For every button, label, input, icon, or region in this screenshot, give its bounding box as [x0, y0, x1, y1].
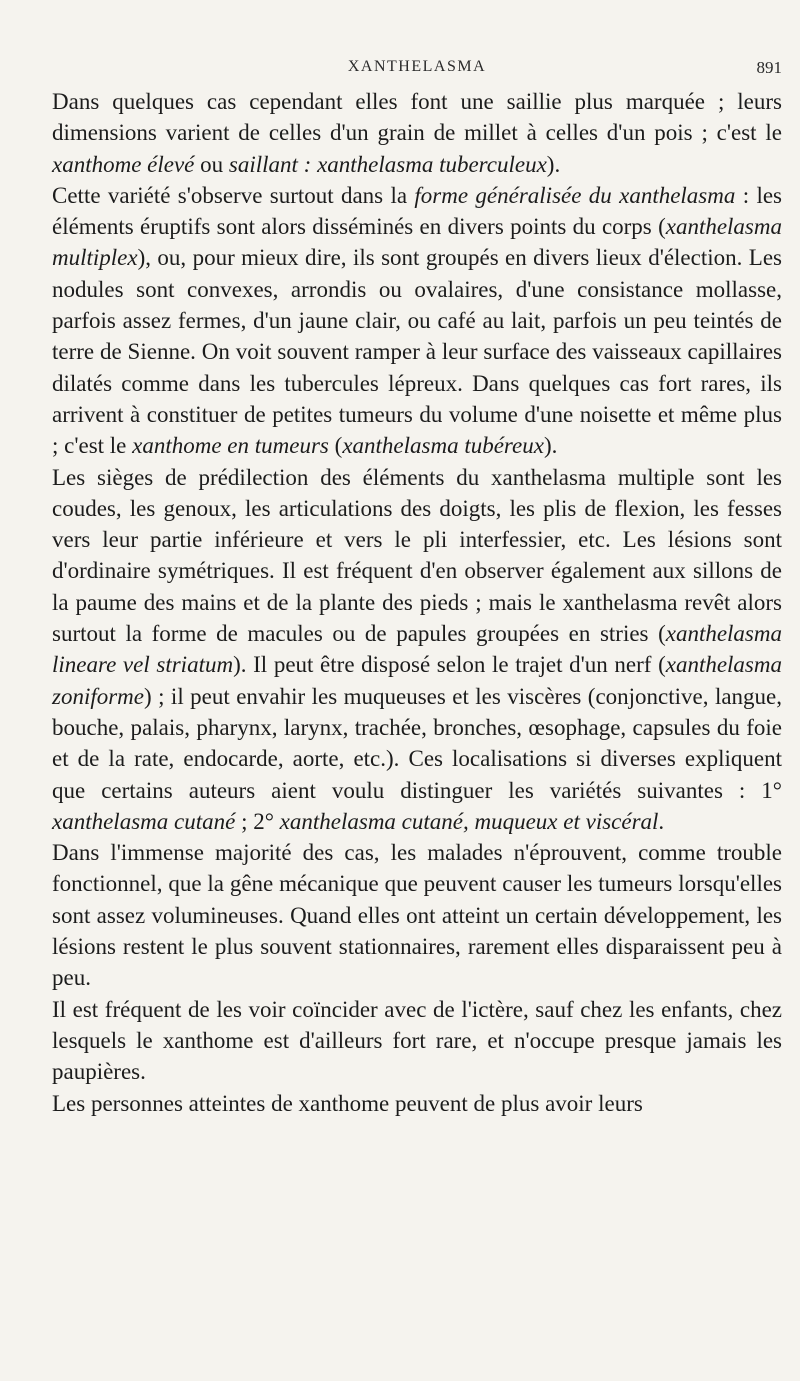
- paragraph-6: [52, 1088, 782, 1119]
- paragraph-1: [52, 86, 782, 180]
- paragraph-4: [52, 837, 782, 993]
- italic-term: xanthelasma tubéreux: [342, 433, 544, 459]
- text-segment: ). Il peut être disposé selon le trajet d'un nerf (: [233, 652, 666, 678]
- page-number: 891: [756, 58, 782, 77]
- text-segment: Dans quelques cas cependant elles font une saillie plus marquée ; leurs dimensions varient de celles d'un grain de millet à celles d'un pois ; c'est le: [52, 89, 782, 146]
- running-head: [52, 58, 782, 82]
- italic-term: forme généralisée du xanthelasma: [414, 182, 736, 208]
- text-segment: Les personnes atteintes de xanthome peuvent de plus avoir leurs: [52, 1090, 643, 1116]
- text-segment: Dans l'immense majorité des cas, les malades n'éprouvent, comme trouble fonctionnel, que la gêne mécanique que peuvent causer les tumeurs lorsqu'elles sont assez volumineuses. Quand elles ont atteint un certain développement, les lésions restent le plus souvent stationnaires, rarement elles disparaissent peu à peu.: [52, 840, 782, 991]
- text-segment: ).: [546, 151, 561, 177]
- body-text: [52, 86, 782, 1119]
- running-title: XANTHELASMA: [347, 58, 487, 75]
- paragraph-2: [52, 180, 782, 462]
- italic-term: xanthelasma zoniforme: [52, 652, 782, 709]
- text-segment: ), ou, pour mieux dire, ils sont groupés en divers lieux d'élection. Les nodules sont convexes, arrondis ou ovalaires, d'une consistance mollasse, parfois assez fermes, d'un jaune clair, ou café au lait, parfois un peu teintés de terre de Sienne. On voit souvent ramper à leur surface des vaisseaux capillaires dilatés comme dans les tubercules lépreux. Dans quelques cas fort rares, ils arrivent à constituer de petites tumeurs du volume d'une noisette et même plus ; c'est le: [52, 245, 782, 459]
- text-segment: Cette variété s'observe surtout dans la: [52, 182, 415, 208]
- italic-term: saillant : xanthelasma tuberculeux: [228, 151, 547, 177]
- italic-term: xanthome en tumeurs: [132, 433, 329, 459]
- text-segment: ; 2°: [235, 808, 280, 834]
- paragraph-3: [52, 462, 782, 838]
- text-segment: : les éléments éruptifs sont alors disséminés en divers points du corps (: [52, 182, 782, 240]
- italic-term: xanthelasma lineare vel striatum: [52, 621, 782, 678]
- italic-term: xanthome élevé: [52, 151, 195, 177]
- text-segment: Les sièges de prédilection des éléments du xanthelasma multiple sont les coudes, les genoux, les articulations des doigts, les plis de flexion, les fesses vers leur partie inférieure et vers le pli interfessier, etc. Les lésions sont d'ordinaire symétriques. Il est fréquent d'en observer également aux sillons de la paume des mains et de la plante des pieds ; mais le xanthelasma revêt alors surtout la forme de macules ou de papules groupées en stries (: [52, 464, 782, 647]
- text-segment: Il est fréquent de les voir coïncider avec de l'ictère, sauf chez les enfants, chez lesquels le xanthome est d'ailleurs fort rare, et n'occupe presque jamais les paupières.: [52, 996, 782, 1085]
- text-segment: ou: [194, 151, 229, 177]
- text-segment: .: [658, 808, 665, 834]
- text-segment: (: [328, 433, 343, 459]
- italic-term: xanthelasma multiplex: [52, 214, 782, 271]
- text-segment: ) ; il peut envahir les muqueuses et les viscères (conjonctive, langue, bouche, palais, pharynx, larynx, trachée, bronches, œsophage, capsules du foie et de la rate, endocarde, aorte, etc.). Ces localisations si diverses expliquent que certains auteurs aient voulu distinguer les variétés suivantes : 1°: [52, 683, 782, 803]
- italic-term: xanthelasma cutané: [52, 808, 236, 834]
- text-segment: ).: [543, 433, 558, 459]
- italic-term: xanthelasma cutané, muqueux et viscéral: [279, 808, 659, 834]
- paragraph-5: [52, 994, 782, 1088]
